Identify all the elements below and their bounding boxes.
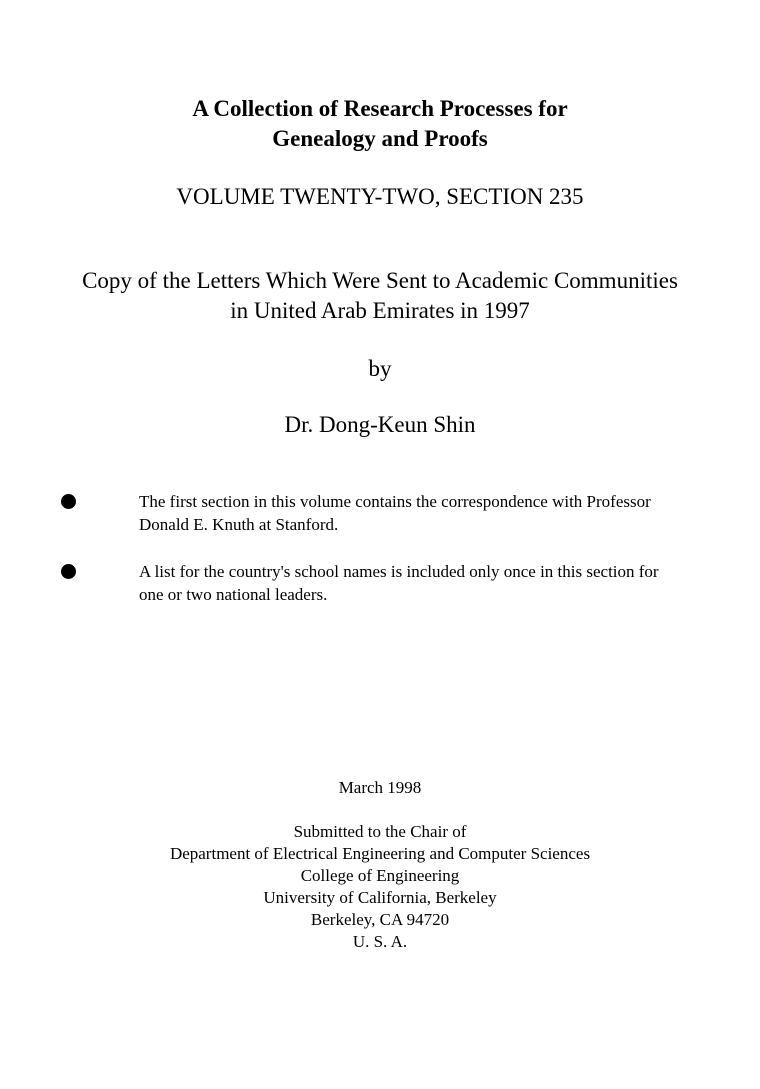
college-name: College of Engineering	[300, 866, 460, 885]
department-name: Department of Electrical Engineering and Computer Sciences	[169, 844, 591, 863]
submission-block	[0, 777, 760, 953]
bullet-line-1: The first section in this volume contains the correspondence with Professor	[139, 492, 651, 511]
country-name: U. S. A.	[352, 932, 408, 951]
title-line-2: Genealogy and Proofs	[272, 126, 488, 151]
by-label: by	[368, 356, 392, 381]
bullet-item	[0, 490, 760, 560]
bullet-list	[0, 490, 760, 630]
bullet-icon	[61, 494, 76, 509]
subject-line-1: Copy of the Letters Which Were Sent to Academic Communities	[82, 268, 678, 293]
bullet-line-2: Donald E. Knuth at Stanford.	[139, 515, 339, 534]
bullet-line-1: A list for the country's school names is included only once in this section for	[139, 562, 659, 581]
bullet-item	[0, 560, 760, 630]
bullet-text	[139, 490, 729, 536]
university-name: University of California, Berkeley	[263, 888, 497, 907]
bullet-line-2: one or two national leaders.	[139, 585, 328, 604]
submitted-to: Submitted to the Chair of	[293, 822, 467, 841]
submission-date: March 1998	[338, 778, 422, 797]
volume-heading: VOLUME TWENTY-TWO, SECTION 235	[176, 184, 584, 209]
bullet-icon	[61, 564, 76, 579]
bullet-text	[139, 560, 729, 606]
city-address: Berkeley, CA 94720	[310, 910, 450, 929]
document-title	[0, 94, 760, 154]
document-subject	[0, 266, 760, 326]
title-line-1: A Collection of Research Processes for	[192, 96, 568, 121]
subject-line-2: in United Arab Emirates in 1997	[230, 298, 530, 323]
author-name: Dr. Dong-Keun Shin	[284, 412, 476, 437]
